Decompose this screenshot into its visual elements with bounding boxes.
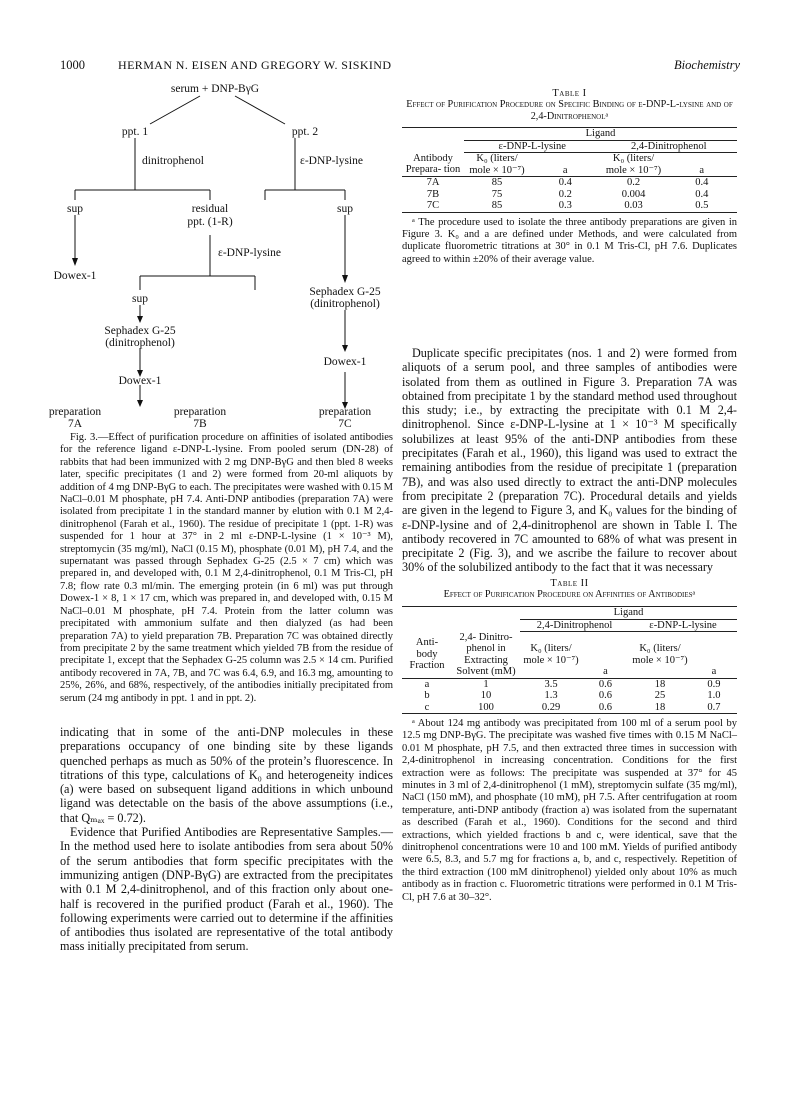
left-column-body — [60, 725, 393, 954]
table-2-label: Table II — [550, 578, 589, 589]
diagram-prep-7a: preparation — [48, 406, 102, 418]
table-2-ligand-header: Ligand — [520, 607, 737, 620]
table-1 — [402, 88, 737, 266]
table-2-col-k2: K₀ (liters/ mole × 10⁻⁷) — [632, 643, 688, 666]
diagram-prep-7a-id: 7A — [67, 418, 83, 430]
diagram-dowex-right: Dowex-1 — [323, 356, 367, 368]
diagram-dinitrophenol: dinitrophenol — [142, 155, 204, 167]
table-row: a 1 3.5 0.6 18 0.9 — [424, 678, 721, 690]
diagram-prep-7b-id: 7B — [193, 418, 207, 430]
table-1-col-antibody: Antibody Prepara- tion — [405, 152, 461, 176]
table-1-group-2: 2,4-Dinitrophenol — [601, 140, 738, 153]
diagram-serum: serum + DNP-BγG — [170, 83, 260, 95]
table-row: 7C 85 0.3 0.03 0.5 — [402, 200, 737, 212]
table-1-group-1: ε-DNP-L-lysine — [464, 140, 601, 153]
table-1-title: Effect of Purification Procedure on Specific Binding of ε-DNP-L-lysine and of 2,4-Dinitrophenolᵃ — [406, 99, 733, 122]
table-1-label: Table I — [552, 88, 587, 99]
table-row: 7A 85 0.4 0.2 0.4 — [426, 177, 709, 188]
diagram-ppt2: ppt. 2 — [291, 126, 319, 138]
table-1-col-k1: K₀ (liters/ mole × 10⁻⁷) — [469, 153, 525, 176]
table-2-col-a1: a — [603, 666, 608, 677]
table-2-group-2: ε-DNP-L-lysine — [629, 619, 737, 632]
author-line: HERMAN N. EISEN AND GREGORY W. SISKIND — [118, 58, 392, 72]
diagram-residual: residual — [191, 203, 229, 215]
diagram-sup-a: sup — [67, 203, 83, 215]
page-number: 1000 — [60, 58, 85, 72]
journal-name: Biochemistry — [674, 58, 740, 72]
right-column-body — [402, 346, 737, 575]
diagram-prep-7c: preparation — [318, 406, 372, 418]
table-2-grid — [402, 606, 737, 714]
table-2 — [402, 578, 737, 904]
caption-text: Fig. 3.—Effect of purification procedure on affinities of isolated antibodies for the reference ligand ε-DNP-L-lysine. From pooled serum (DN-28) of rabbits that had been immunized with 2 mg DNP-BγG and then bled 8 weeks later, specific precipitates (1 and 2) were formed from 20-ml aliquots by addition of 4 mg DNP-BγG to each. The precipitates were washed with 0.15 M NaCl–0.01 M phosphate, pH 7.4. Anti-DNP antibodies (preparation 7A) were isolated from precipitate 1 in the standard manner by elution with 0.1 M 2,4-dinitrophenol (Farah et al., 1960). The residue of precipitate 1 (ppt. 1-R) was suspended for 1 hour at 37° in 2 ml ε-DNP-L-lysine (1 × 10⁻³ M), streptomycin (35 mg/ml), NaCl (0.15 M), phosphate (0.01 M), pH 7.4, and the supernatant was passed through Sephadex G-25 (2.5 × 7 cm) which was prepared in, and developed with, 0.1 M 2,4-dinitrophenol, 0.1 M Tris-Cl, pH 7.8; flow rate 0.3 ml/min. The emerging protein (in 6 ml) was put through Dowex-1 × 8, 1 × 17 cm, which was prepared in, and developed with, 0.15 M NaCl–0.01 M phosphate, pH 7.4. Protein from the latter column was precipitated with ammonium sulfate and then dialyzed (as had been preparation 7A) to yield preparation 7B. Preparation 7C was obtained directly from precipitate 2 by the same treatment which yielded 7B from the residue of precipitate 1, except that the Sephadex G-25 column was 2.5 × 14 cm. Purified antibody recovered in 7A, 7B, and 7C was 6.4, 6.9, and 16.3 mg, amounting to 25%, 26%, and 68%, respectively, of the antibodies initially precipitated from serum (24 mg antibody in ppt. 1 and in ppt. 2). — [60, 432, 393, 704]
table-row: 7B 75 0.2 0.004 0.4 — [426, 188, 709, 200]
diagram-residual-ppt: ppt. (1-R) — [187, 216, 233, 228]
table-row: b 10 1.3 0.6 25 1.0 — [424, 690, 721, 701]
running-header — [60, 58, 740, 78]
table-1-col-a2: a — [699, 164, 705, 176]
diagram-sephadex-middle-solvent: (dinitrophenol) — [105, 337, 175, 349]
right-paragraph-1: Duplicate specific precipitates (nos. 1 and 2) were formed from aliquots of a serum pool, and three samples of antibodies were isolated from them as outlined in Figure 3. Preparation 7A was obtained from precipitate 1 by the standard method used throughout this study; i.e., by extracting the precipitate with 0.1 M 2,4-dinitrophenol. Since ε-DNP-L-lysine at 1 × 10⁻³ M specifically solubilizes at least 95% of the anti-DNP antibodies from these precipitates (Farah et al., 1960), this ligand was used to extract the remaining antibodies from the residue of precipitate 1 (preparation 7B), and was also used directly to extract the anti-DNP molecules from precipitate 2 (preparation 7C). Procedural details and yields are given in the legend to Figure 3, and K₀ values for the binding of ε-DNP-lysine and of 2,4-dinitrophenol are shown in Table I. The antibody recovered in 7C amounted to 68% of what was present in precipitate 2 (Fig. 3), and we ascribe the failure to recover about 30% of the solubilized antibody to the fact that it was necessary — [402, 346, 737, 575]
table-1-footnote: ᵃ The procedure used to isolate the three antibody preparations are given in Figure 3. K₀ and a are defined under Methods, and were calculated from duplicate fluorometric titrations at 30° in 0.1 M Tris-Cl, pH 7.6. Duplicates agreed to within ±20% of their average value. — [402, 216, 737, 265]
diagram-sup-c: sup — [132, 293, 148, 305]
table-2-col-k1: K₀ (liters/ mole × 10⁻⁷) — [523, 643, 579, 666]
diagram-lines — [75, 96, 345, 402]
diagram-sup-b: sup — [337, 203, 353, 215]
table-1-grid — [402, 127, 737, 213]
diagram-prep-7b: preparation — [173, 406, 227, 418]
table-row: c 100 0.29 0.6 18 0.7 — [402, 702, 737, 714]
table-2-col-fraction: Anti- body Fraction — [409, 637, 445, 672]
purification-flow-diagram — [48, 80, 390, 430]
diagram-dowex-middle: Dowex-1 — [118, 375, 162, 387]
table-1-col-k2: K₀ (liters/ mole × 10⁻⁷) — [605, 153, 662, 176]
table-1-col-a1: a — [562, 164, 568, 176]
left-paragraph-1: indicating that in some of the anti-DNP molecules in these preparations occupancy of one binding site by these ligands quenched perhaps as much as 50% of the protein’s fluorescence. In titrations of this type, calculations of K₀ and heterogeneity indices (a) were based on subsequent ligand additions in which unbound ligand was detectable on the basis of the above assumptions (i.e., that Qₘₐₓ = 0.72). — [60, 725, 393, 825]
diagram-sephadex-middle: Sephadex G-25 — [104, 325, 176, 337]
diagram-edl-b: ε-DNP-lysine — [218, 247, 281, 259]
diagram-edl-a: ε-DNP-lysine — [300, 155, 363, 167]
table-1-ligand-header: Ligand — [464, 128, 737, 141]
diagram-sephadex-right: Sephadex G-25 — [309, 286, 381, 298]
diagram-prep-7c-id: 7C — [338, 418, 352, 430]
table-2-col-phenol: 2,4- Dinitro- phenol in Extracting Solvent (mM) — [456, 631, 516, 677]
table-2-footnote: ᵃ About 124 mg antibody was precipitated from 100 ml of a serum pool by 12.5 mg DNP-BγG. The precipitate was washed five times with 0.15 M NaCl–0.01 M phosphate, pH 7.5, and then extracted three times in succession with 2,4-dinitrophenol in increasing concentration. Conditions for the first extraction were as follows: The precipitate was suspended at 37° for 45 minutes in 3 ml of 2,4-dinitrophenol (1 mM), streptomycin sulfate (35 mg/ml), NaCl (150 mM), and phosphate (10 mM), pH 7.5. After centrifugation at room temperature, anti-DNP antibody (fraction a) was isolated from the supernatant as described (Farah et al., 1960). Conditions for the second and third extractions, which yielded fractions b and c, were identical, save that the dinitrophenol concentrations were 10 and 100 mM. Yields of purified antibody were 6.5, 8.3, and 5.7 mg for fractions a, b, and c, respectively. Repetition of the third extraction (100 mM dinitrophenol) yielded only about 10% as much antibody as in fraction c. Fluorometric titrations were performed in 0.1 M Tris-Cl, pH 7.6 at 30–32°. — [402, 718, 737, 903]
diagram-dowex-a: Dowex-1 — [53, 270, 97, 282]
left-paragraph-2: Evidence that Purified Antibodies are Representative Samples.—In the method used here to isolate antibodies from sera about 50% of the serum antibodies that form specific precipitates with the immunizing antigen (DNP-BγG) are extracted from the precipitates with 0.1 M 2,4-dinitrophenol, and of this fraction only about one-half is recovered in the purified product (Farah et al., 1960). The following experiments were carried out to determine if the affinities of antibodies thus isolated are representative of the total antibody mass initially precipitated from serum. — [60, 825, 393, 954]
diagram-ppt1: ppt. 1 — [121, 126, 149, 138]
table-2-group-1: 2,4-Dinitrophenol — [520, 619, 629, 632]
diagram-sephadex-right-solvent: (dinitrophenol) — [310, 298, 380, 310]
table-2-title: Effect of Purification Procedure on Affinities of Antibodiesᵃ — [443, 589, 696, 600]
table-2-col-a2: a — [711, 666, 717, 677]
figure-3-caption — [60, 432, 393, 705]
